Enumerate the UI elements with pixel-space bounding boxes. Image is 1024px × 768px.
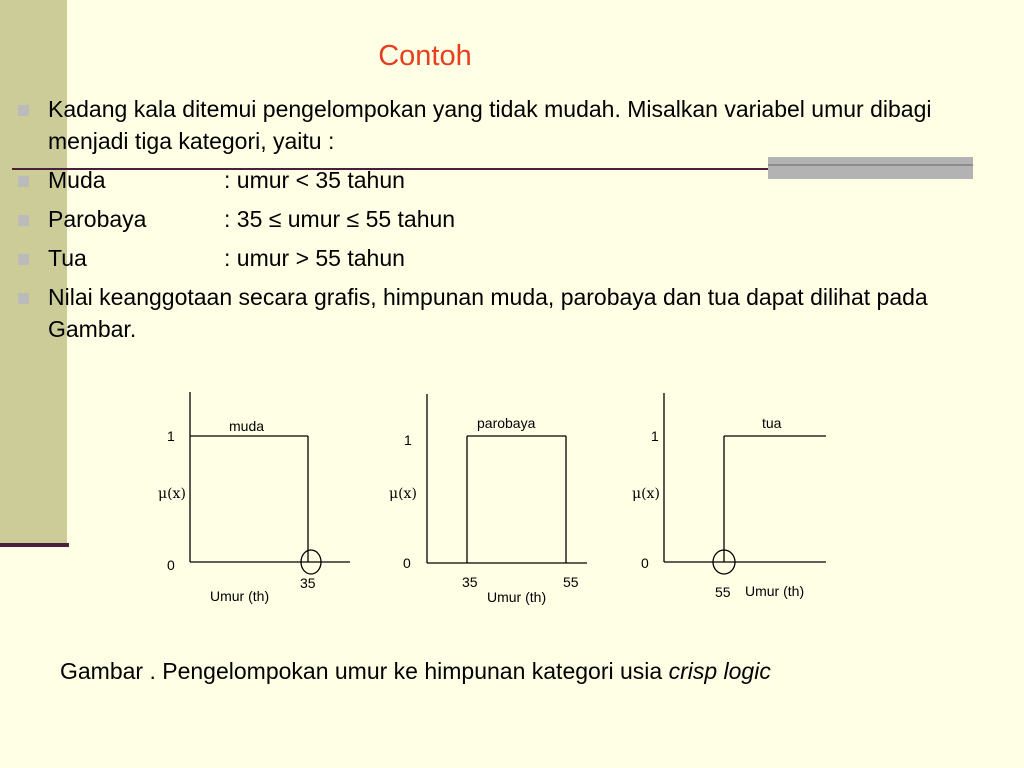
- category-rule: : 35 ≤ umur ≤ 55 tahun: [224, 206, 456, 232]
- muda-y-one: 1: [167, 428, 175, 444]
- caption-text: Gambar . Pengelompokan umur ke himpunan kategori usia: [60, 658, 669, 684]
- slide-title: Contoh: [378, 40, 472, 72]
- parobaya-mu-label: μ(x): [389, 486, 417, 502]
- tua-mu-label: μ(x): [632, 486, 660, 502]
- parobaya-x-label: Umur (th): [487, 589, 547, 605]
- tua-y-zero: 0: [641, 555, 649, 571]
- tua-set-label: tua: [762, 415, 782, 431]
- muda-mu-label: μ(x): [158, 486, 186, 502]
- tua-tick-55: 55: [715, 584, 731, 600]
- category-term: Tua: [48, 245, 87, 271]
- graph-tua: [664, 393, 826, 574]
- category-rule: : umur > 55 tahun: [224, 245, 405, 271]
- muda-tick-35: 35: [300, 575, 316, 591]
- muda-set-label: muda: [229, 418, 265, 434]
- bullet-intro-text: Kadang kala ditemui pengelompokan yang tidak mudah. Misalkan variabel umur dibagi menjadi tiga kategori, yaitu :: [48, 96, 932, 154]
- parobaya-tick-55: 55: [563, 574, 579, 590]
- figure-caption: [60, 658, 771, 685]
- muda-x-label: Umur (th): [210, 588, 270, 604]
- parobaya-y-one: 1: [404, 432, 412, 448]
- muda-y-zero: 0: [167, 557, 175, 573]
- graph-muda: [190, 392, 350, 574]
- category-term: Muda: [48, 167, 106, 193]
- tua-x-label: Umur (th): [745, 583, 805, 599]
- caption-italic-text: crisp logic: [668, 658, 771, 684]
- category-term: Parobaya: [48, 206, 147, 232]
- bullet-graph-note-text: Nilai keanggotaan secara grafis, himpunan muda, parobaya dan tua dapat dilihat pada Gambar.: [48, 284, 928, 342]
- parobaya-set-label: parobaya: [477, 415, 536, 431]
- category-rule: : umur < 35 tahun: [224, 167, 405, 193]
- tua-y-one: 1: [651, 428, 659, 444]
- parobaya-tick-35: 35: [462, 574, 478, 590]
- parobaya-y-zero: 0: [403, 555, 411, 571]
